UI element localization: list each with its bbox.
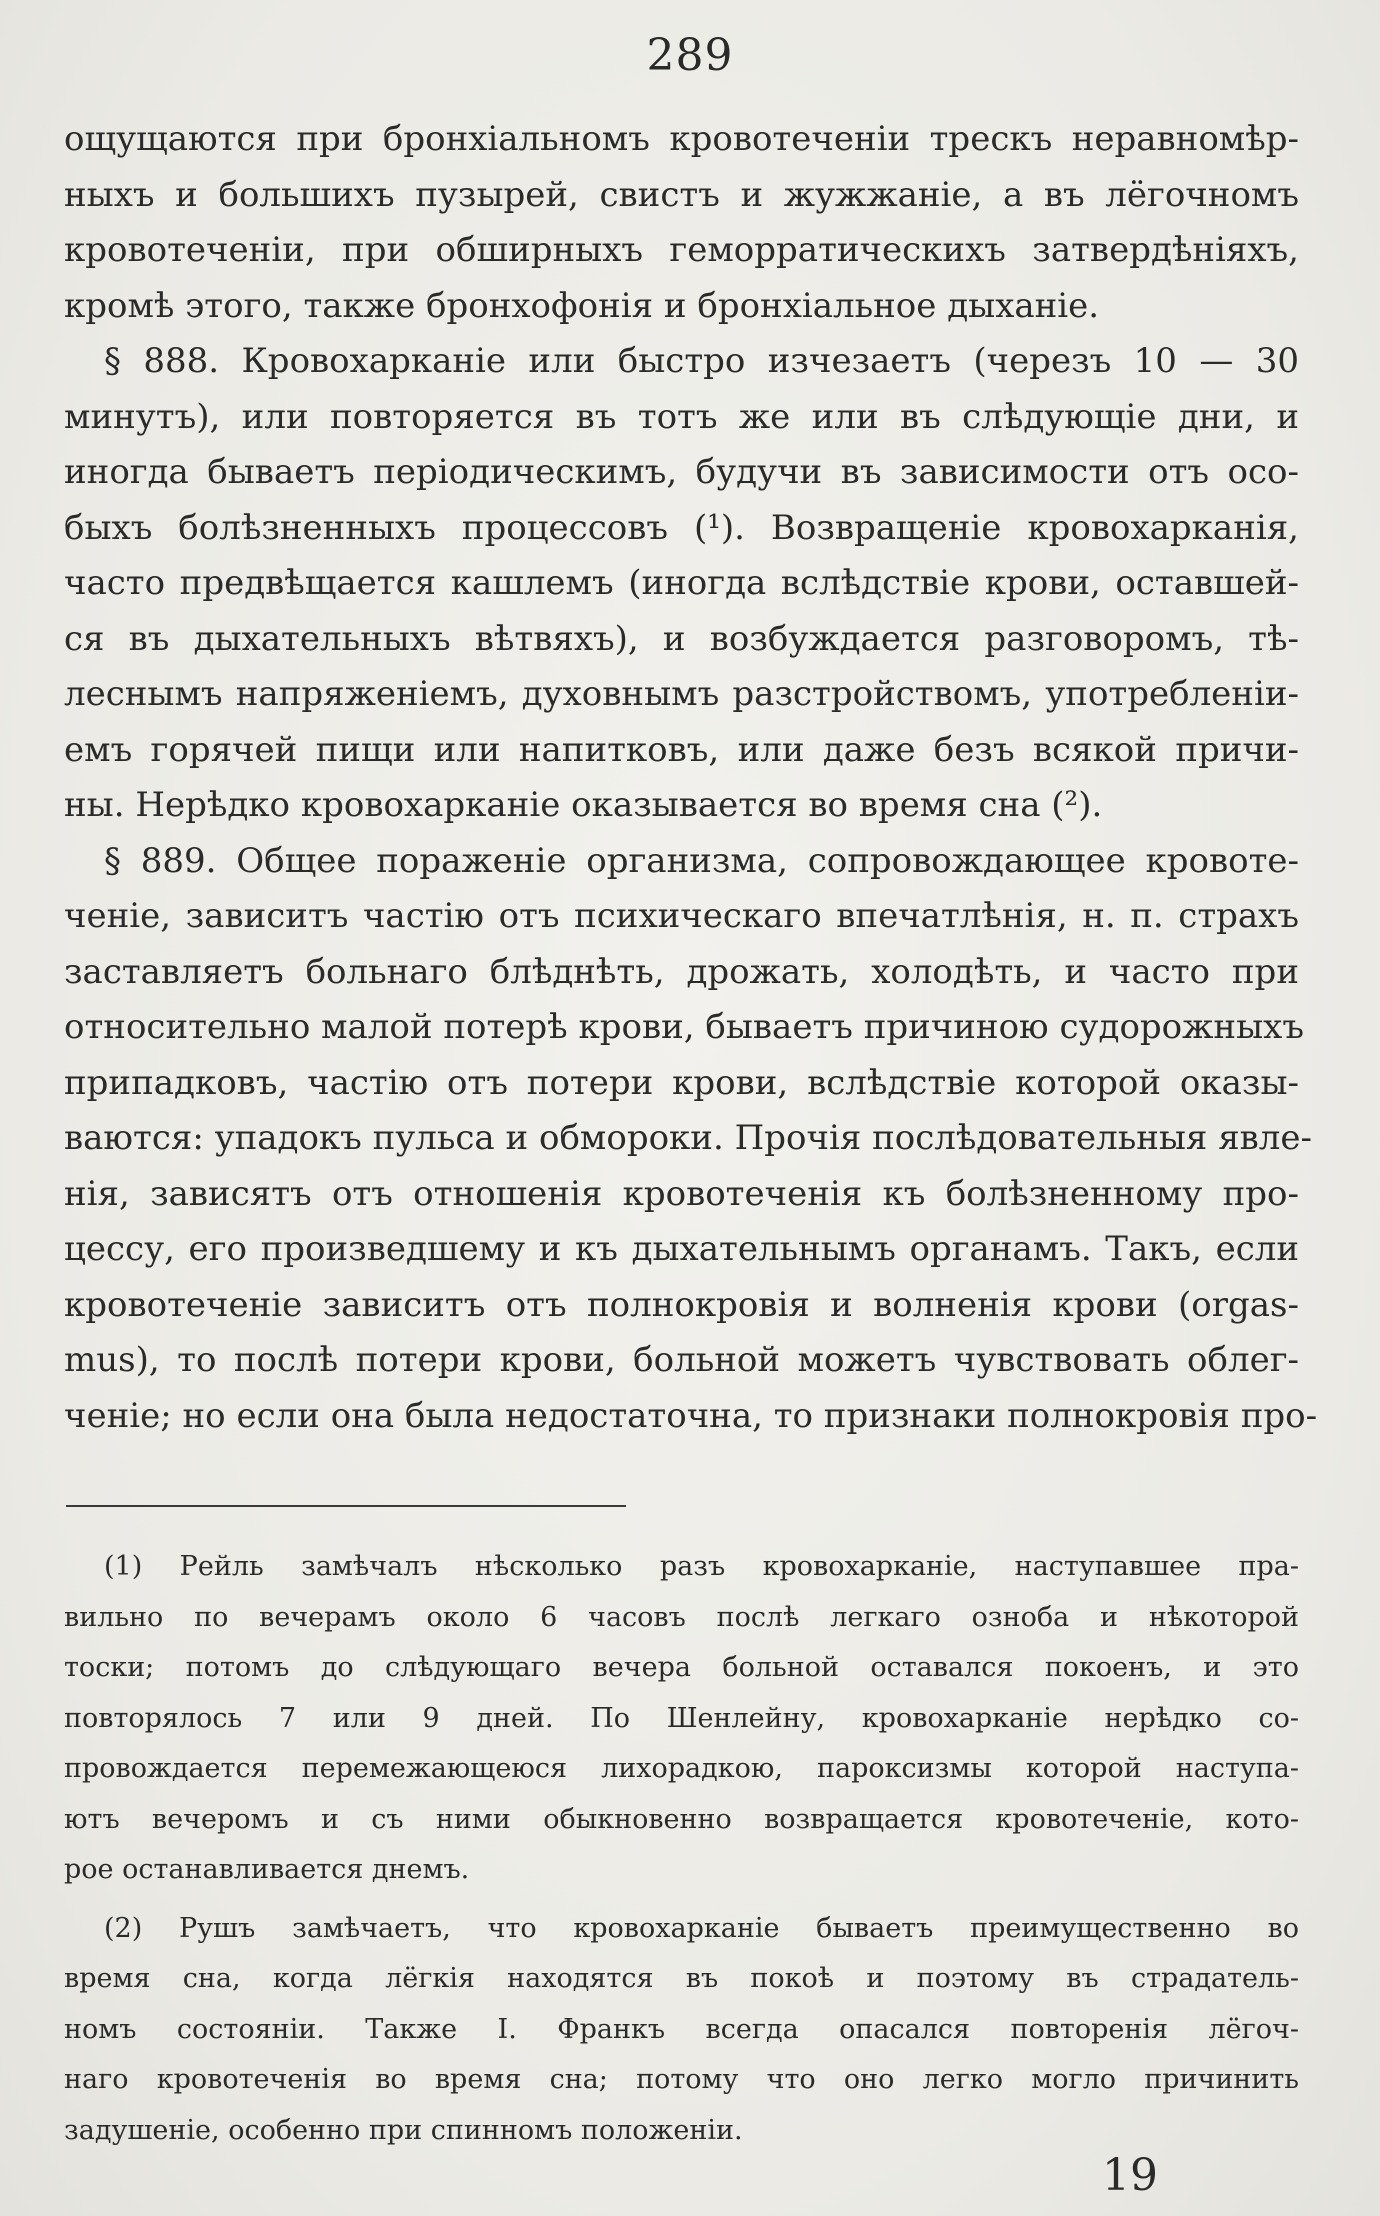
text-line: емъ горячей пищи или напитковъ, или даже безъ всякой причи- [64,729,1299,770]
text-line: ченіе, зависитъ частію отъ психическаго впечатлѣнія, н. п. страхъ [64,896,1299,936]
text-line: цессу, его произведшему и къ дыхательнымъ органамъ. Такъ, если [64,1229,1299,1269]
section-889-heading-line: § 889. Общее пораженіе организма, сопровождающее кровоте- [104,840,1299,881]
footnote-line: (2) Рушъ замѣчаетъ, что кровохарканіе бываетъ преимущественно во [104,1912,1299,1944]
text-line: заставляетъ больнаго блѣднѣть, дрожать, холодѣть, и часто при [64,951,1299,992]
text-line: иногда бываетъ періодическимъ, будучи въ зависимости отъ осо- [64,452,1299,492]
text-line: быхъ болѣзненныхъ процессовъ (¹). Возвращеніе кровохарканія, [64,507,1299,548]
footnote-line: вильно по вечерамъ около 6 часовъ послѣ легкаго озноба и нѣкоторой [64,1601,1299,1633]
section-888-heading-line: § 888. Кровохарканіе или быстро изчезаетъ (черезъ 10 — 30 [104,341,1299,381]
text-line: часто предвѣщается кашлемъ (иногда вслѣдствіе крови, оставшей- [64,563,1299,603]
text-line: кровотеченіе зависитъ отъ полнокровія и волненія крови (orgas- [64,1284,1299,1325]
footnote-line: задушеніе, особенно при спинномъ положеніи. [64,2114,743,2146]
footnote-2 [64,1904,1299,2157]
footnote-line: наго кровотеченія во время сна; потому что оно легко могло причинить [64,2064,1299,2095]
text-line: минутъ), или повторяется въ тотъ же или въ слѣдующіе дни, и [64,396,1299,437]
footnote-1 [64,1542,1299,1896]
text-line: ченіе; но если она была недостаточна, то признаки полнокровія про- [64,1395,1318,1436]
page-number: 289 [646,30,734,81]
footnotes [64,1542,1299,2164]
footnote-line: рое останавливается днемъ. [64,1854,470,1885]
text-line: кровотеченіи, при обширныхъ геморратическихъ затвердѣніяхъ, [64,230,1299,270]
main-text [64,112,1318,1444]
text-line: ваются: упадокъ пульса и обмороки. Прочія послѣдовательныя явле- [64,1118,1312,1158]
signature-mark: 19 [1102,2150,1158,2201]
footnote-divider [66,1505,626,1507]
text-line: относительно малой потерѣ крови, бываетъ причиною судорожныхъ [64,1007,1304,1047]
text-line: ныхъ и большихъ пузырей, свистъ и жужжаніе, а въ лёгочномъ [64,174,1299,215]
text-line: леснымъ напряженіемъ, духовнымъ разстройствомъ, употребленіи- [64,674,1299,714]
text-line: нія, зависятъ отъ отношенія кровотеченія къ болѣзненному про- [64,1173,1299,1214]
text-line: mus), то послѣ потери крови, больной можетъ чувствовать облег- [64,1340,1299,1380]
footnote-line: тоски; потомъ до слѣдующаго вечера больной оставался покоенъ, и это [64,1652,1299,1683]
footnote-line: провождается перемежающеюся лихорадкою, пароксизмы которой наступа- [64,1753,1299,1784]
text-line: ощущаются при бронхіальномъ кровотеченіи трескъ неравномѣр- [64,119,1299,159]
footnote-line: ютъ вечеромъ и съ ними обыкновенно возвращается кровотеченіе, кото- [64,1803,1299,1835]
footnote-line: номъ состояніи. Также І. Франкъ всегда опасался повторенія лёгоч- [64,2013,1299,2045]
footnote-line: повторялось 7 или 9 дней. По Шенлейну, кровохарканіе нерѣдко со- [64,1702,1299,1734]
text-line: ся въ дыхательныхъ вѣтвяхъ), и возбуждается разговоромъ, тѣ- [64,618,1299,659]
footnote-line: время сна, когда лёгкія находятся въ покоѣ и поэтому въ страдатель- [64,1963,1299,1994]
footnote-line: (1) Рейль замѣчалъ нѣсколько разъ кровохарканіе, наступавшее пра- [104,1551,1299,1582]
text-line: ны. Нерѣдко кровохарканіе оказывается во время сна (²). [64,785,1103,825]
text-line: кромѣ этого, также бронхофонія и бронхіальное дыханіе. [64,285,1100,326]
text-line: припадковъ, частію отъ потери крови, вслѣдствіе которой оказы- [64,1062,1299,1103]
